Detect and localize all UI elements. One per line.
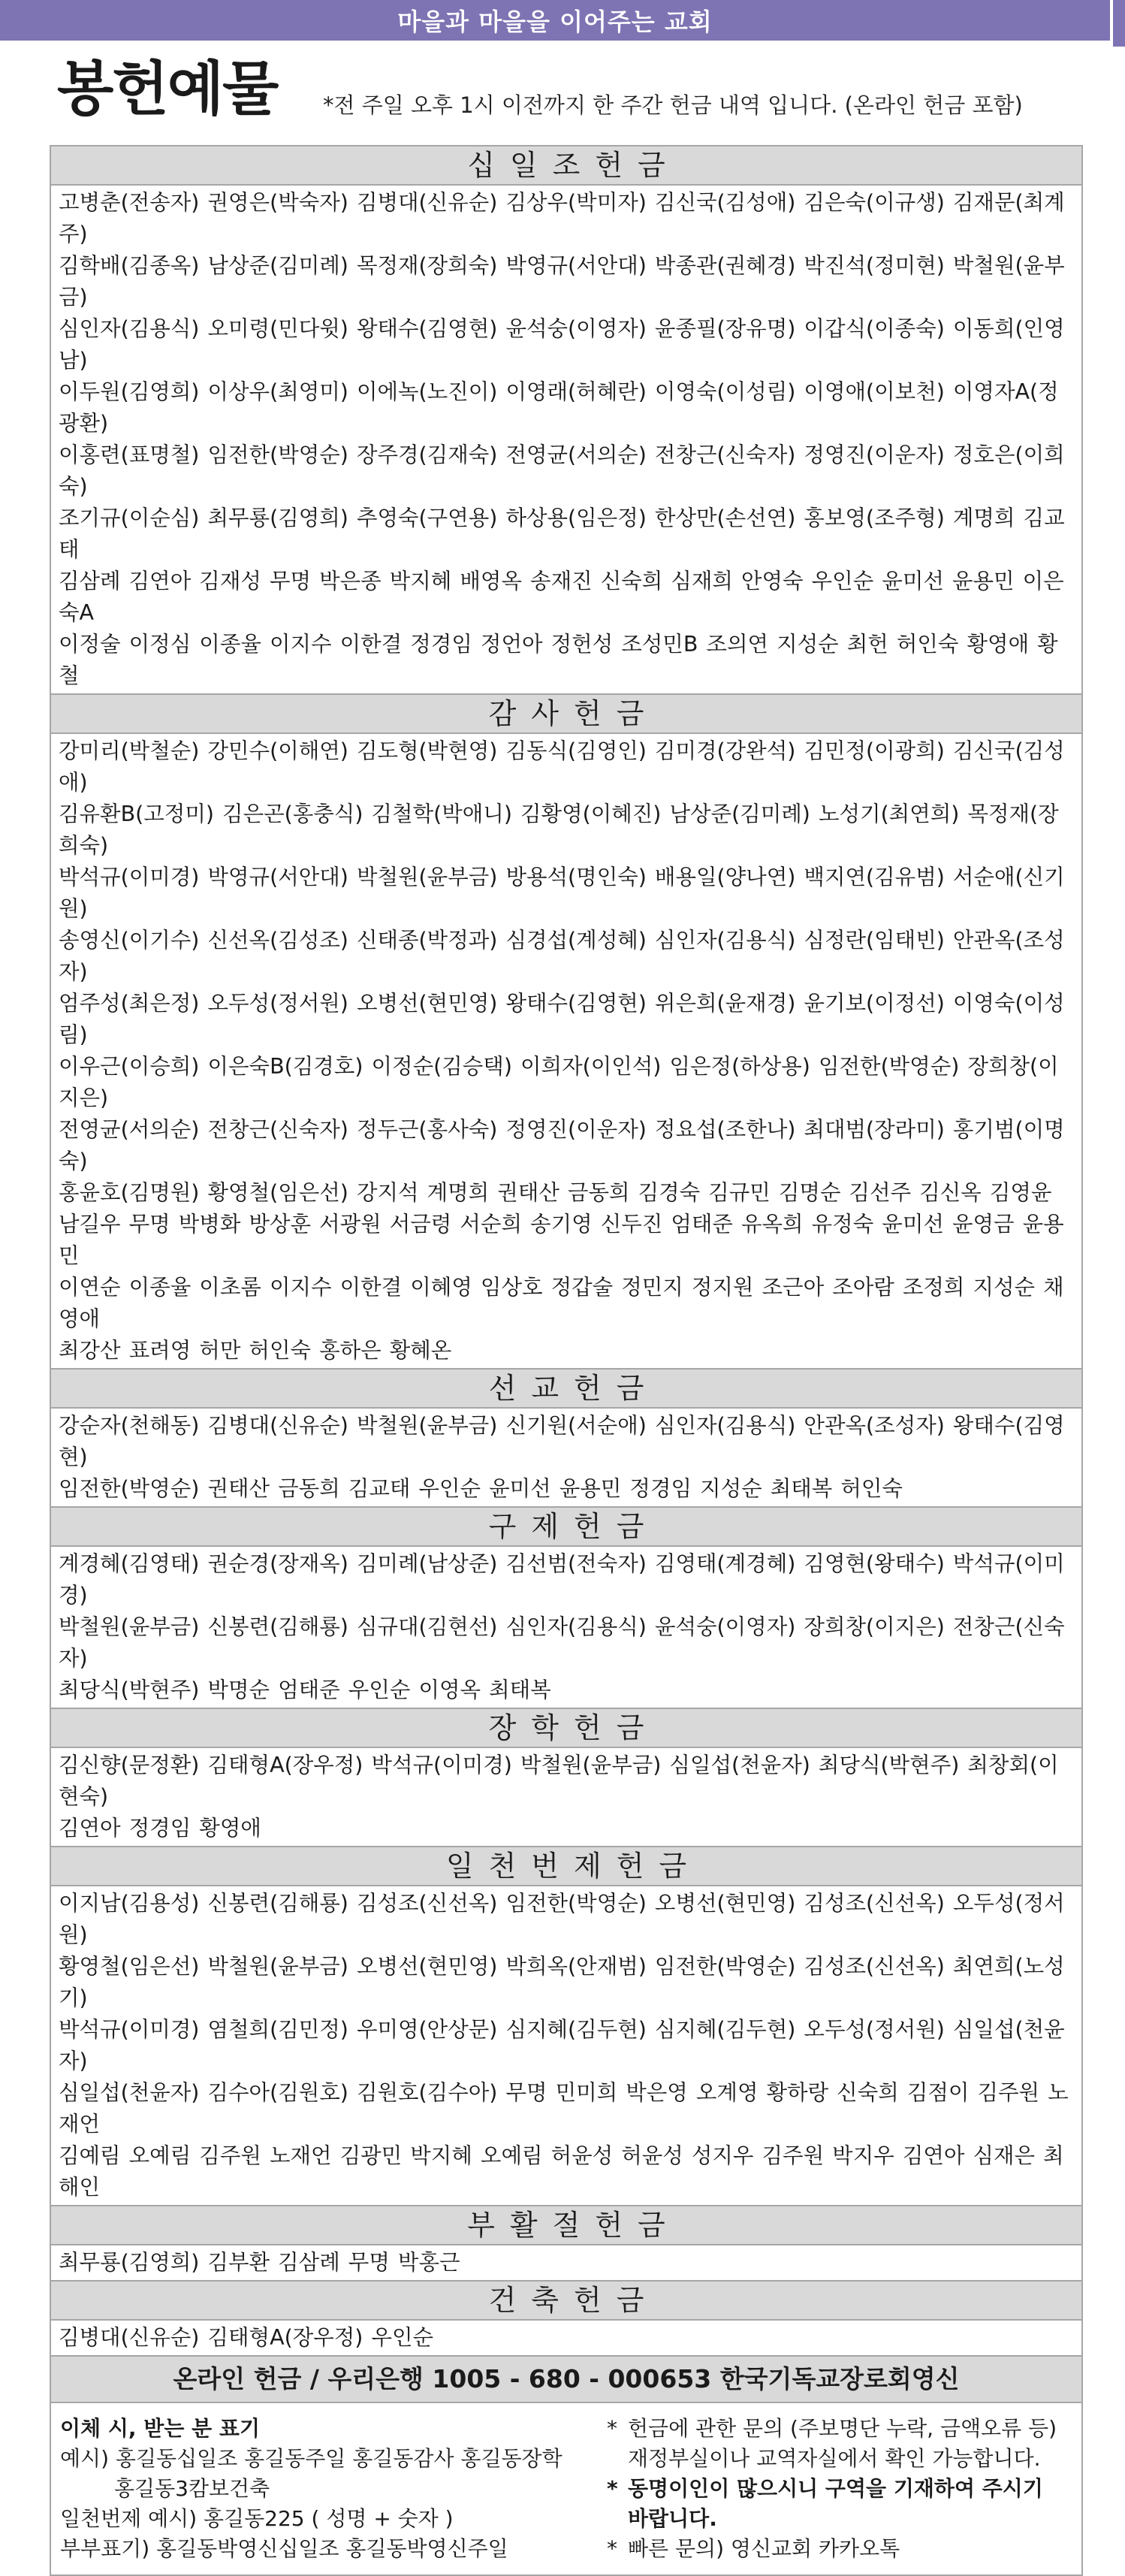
section-heading xyxy=(51,1847,1081,1886)
transfer-example-line: 홍길동3캄보건축 xyxy=(114,2476,270,2501)
page-title: 봉헌예물 xyxy=(57,56,278,123)
name-line: 김예림 오예림 김주원 노재언 김광민 박지혜 오예림 허윤성 허윤성 성지우 김주원 박지우 김연아 심재은 최해인 xyxy=(59,2143,1064,2200)
name-line: 심인자(김용식) 오미령(민다윗) 왕태수(김영현) 윤석숭(이영자) 윤종필(장유명) 이갑식(이종숙) 이동희(인영남) xyxy=(59,316,1065,373)
name-line: 김연아 정경임 황영애 xyxy=(59,1816,261,1841)
inquiry-note-line xyxy=(607,2414,1072,2444)
inquiry-note-text: 바랍니다. xyxy=(628,2506,717,2531)
banner-tab xyxy=(1113,0,1125,47)
inquiry-note-text: 빠른 문의) 영신교회 카카오톡 xyxy=(628,2536,900,2561)
name-line: 남길우 무명 박병화 방상훈 서광원 서금령 서순희 송기영 신두진 엄태준 유옥희 유정숙 윤미선 윤영금 윤용민 xyxy=(59,1212,1064,1268)
name-line: 전영균(서의순) 전창근(신숙자) 정두근(홍사숙) 정영진(이운자) 정요섭(조한나) 최대범(장라미) 홍기범(이명숙) xyxy=(59,1117,1065,1173)
name-line: 강순자(천해동) 김병대(신유순) 박철원(윤부금) 신기원(서순애) 심인자(김용식) 안관옥(조성자) 왕태수(김영현) xyxy=(59,1413,1065,1469)
name-line: 김신향(문정환) 김태형A(장우정) 박석규(이미경) 박철원(윤부금) 심일섭(천윤자) 최당식(박현주) 최창회(이현숙) xyxy=(59,1753,1059,1809)
section-heading-text: 건축헌금 xyxy=(488,2284,659,2317)
transfer-example-line: 일천번제 예시) 홍길동225 ( 성명 + 숫자 ) xyxy=(60,2506,454,2531)
name-line: 엄주성(최은정) 오두성(정서원) 오병선(현민영) 왕태수(김영현) 위은희(윤재경) 윤기보(이정선) 이영숙(이성림) xyxy=(59,991,1065,1047)
asterisk-marker: * xyxy=(607,2416,617,2441)
name-line: 최무룡(김영희) 김부환 김삼례 무명 박홍근 xyxy=(59,2250,460,2275)
name-line: 임전한(박영순) 권태산 금동희 김교태 우인순 윤미선 윤용민 정경임 지성순 최태복 허인숙 xyxy=(59,1476,903,1501)
section-heading xyxy=(51,2282,1081,2321)
name-line: 심일섭(천윤자) 김수아(김원호) 김원호(김수아) 무명 민미희 박은영 오계영 황하랑 신숙희 김점이 김주원 노재언 xyxy=(59,2080,1069,2137)
transfer-notes xyxy=(60,2414,601,2564)
name-line: 계경혜(김영태) 권순경(장재옥) 김미례(남상준) 김선범(전숙자) 김영태(계경혜) 김영현(왕태수) 박석규(이미경) xyxy=(59,1551,1065,1608)
section-names xyxy=(51,2245,1081,2282)
inquiry-note-line xyxy=(607,2474,1072,2504)
section-heading xyxy=(51,146,1081,186)
name-line: 조기규(이순심) 최무룡(김영희) 추영숙(구연용) 하상용(임은정) 한상만(손선연) 홍보영(조주형) 계명희 김교태 xyxy=(59,506,1065,562)
section-names xyxy=(51,1547,1081,1709)
section-heading xyxy=(51,1370,1081,1409)
name-line: 김병대(신유순) 김태형A(장우정) 우인순 xyxy=(59,2325,434,2350)
name-line: 송영신(이기수) 신선옥(김성조) 신태종(박정과) 심경섭(계성혜) 심인자(김용식) 심정란(임태빈) 안관옥(조성자) xyxy=(59,928,1065,984)
section-heading-text: 선교헌금 xyxy=(488,1372,659,1405)
name-line: 이홍련(표명철) 임전한(박영순) 장주경(김재숙) 전영균(서의순) 전창근(신숙자) 정영진(이운자) 정호은(이희숙) xyxy=(59,442,1065,499)
name-line: 이지남(김용성) 신봉련(김해룡) 김성조(신선옥) 임전한(박영순) 오병선(현민영) 김성조(신선옥) 오두성(정서원) xyxy=(59,1891,1065,1947)
online-offering-account: 온라인 헌금 / 우리은행 1005 - 680 - 000653 한국기독교장로회영신 xyxy=(51,2357,1081,2403)
name-line: 박석규(이미경) 박영규(서안대) 박철원(윤부금) 방용석(명인숙) 배용일(양나연) 백지연(김유범) 서순애(신기원) xyxy=(59,865,1065,921)
offering-sections xyxy=(51,146,1081,2357)
name-line: 황영철(임은선) 박철원(윤부금) 오병선(현민영) 박희옥(안재범) 임전한(박영순) 김성조(신선옥) 최연희(노성기) xyxy=(59,1954,1065,2010)
inquiry-note-text: 재정부실이나 교역자실에서 확인 가능합니다. xyxy=(628,2446,1041,2471)
section-heading xyxy=(51,2206,1081,2245)
name-line: 김삼례 김연아 김재성 무명 박은종 박지혜 배영옥 송재진 신숙희 심재희 안영숙 우인순 윤미선 윤용민 이은숙A xyxy=(59,569,1064,625)
inquiry-note-text: 헌금에 관한 문의 (주보명단 누락, 금액오류 등) xyxy=(628,2416,1057,2441)
transfer-example-line: 예시) 홍길동십일조 홍길동주일 홍길동감사 홍길동장학 xyxy=(60,2446,562,2471)
name-line: 김학배(김종옥) 남상준(김미례) 목정재(장희숙) 박영규(서안대) 박종관(권혜경) 박진석(정미현) 박철원(윤부금) xyxy=(59,253,1065,310)
name-line: 강미리(박철순) 강민수(이해연) 김도형(박현영) 김동식(김영인) 김미경(강완석) 김민정(이광희) 김신국(김성애) xyxy=(59,738,1065,795)
section-names xyxy=(51,1409,1081,1508)
name-line: 고병춘(전송자) 권영은(박숙자) 김병대(신유순) 김상우(박미자) 김신국(김성애) 김은숙(이규생) 김재문(최계주) xyxy=(59,190,1065,246)
asterisk-marker: * xyxy=(607,2476,618,2501)
section-names xyxy=(51,1886,1081,2206)
section-heading-text: 감사헌금 xyxy=(488,697,659,730)
name-line: 박철원(윤부금) 신봉련(김해룡) 심규대(김현선) 심인자(김용식) 윤석숭(이영자) 장희창(이지은) 전창근(신숙자) xyxy=(59,1614,1065,1671)
notes-area xyxy=(51,2403,1081,2574)
section-names xyxy=(51,2321,1081,2357)
name-line: 홍윤호(김명원) 황영철(임은선) 강지석 계명희 권태산 금동희 김경숙 김규민 김명순 김선주 김신옥 김영윤 xyxy=(59,1180,1052,1205)
inquiry-notes xyxy=(601,2414,1072,2564)
name-line: 이연순 이종율 이초롬 이지수 이한결 이혜영 임상호 정갑술 정민지 정지원 조근아 조아람 조정희 지성순 채영애 xyxy=(59,1275,1064,1331)
section-heading-text: 십일조헌금 xyxy=(467,149,680,182)
section-names xyxy=(51,734,1081,1370)
transfer-example-line: 부부표기) 홍길동박영신십일조 홍길동박영신주일 xyxy=(60,2536,508,2561)
banner-text: 마을과 마을을 이어주는 교회 xyxy=(397,8,713,36)
inquiry-note-line xyxy=(607,2444,1072,2474)
inquiry-note-line xyxy=(607,2504,1072,2534)
transfer-notes-title: 이체 시, 받는 분 표기 xyxy=(60,2416,261,2441)
name-line: 이우근(이승희) 이은숙B(김경호) 이정순(김승택) 이희자(이인석) 임은정(하상용) 임전한(박영순) 장희창(이지은) xyxy=(59,1054,1059,1110)
section-heading-text: 부활절헌금 xyxy=(467,2209,680,2242)
section-heading xyxy=(51,1508,1081,1547)
section-heading-text: 일천번제헌금 xyxy=(445,1850,702,1883)
section-heading xyxy=(51,1709,1081,1748)
name-line: 최당식(박현주) 박명순 엄태준 우인순 이영옥 최태복 xyxy=(59,1678,551,1702)
asterisk-marker xyxy=(607,2504,628,2534)
name-line: 김유환B(고정미) 김은곤(홍충식) 김철학(박애니) 김황영(이혜진) 남상준(김미례) 노성기(최연희) 목정재(장희숙) xyxy=(59,802,1059,858)
section-names xyxy=(51,1748,1081,1847)
section-heading xyxy=(51,695,1081,734)
inquiry-note-line xyxy=(607,2534,1072,2564)
name-line: 최강산 표려영 허만 허인숙 홍하은 황혜온 xyxy=(59,1338,452,1363)
asterisk-marker: * xyxy=(607,2536,617,2561)
section-heading-text: 구제헌금 xyxy=(488,1510,659,1543)
inquiry-note-text: 동명이인이 많으시니 구역을 기재하여 주시기 xyxy=(628,2476,1043,2501)
name-line: 이정술 이정심 이종율 이지수 이한결 정경임 정언아 정헌성 조성민B 조의연 지성순 최헌 허인숙 황영애 황철 xyxy=(59,632,1058,688)
top-banner xyxy=(0,0,1110,41)
section-names xyxy=(51,186,1081,695)
offering-table xyxy=(50,145,1083,2576)
asterisk-marker xyxy=(607,2444,628,2474)
page-subtitle: *전 주일 오후 1시 이전까지 한 주간 헌금 내역 입니다. (온라인 헌금 포함) xyxy=(323,92,1023,118)
section-heading-text: 장학헌금 xyxy=(488,1711,659,1744)
name-line: 박석규(이미경) 염철희(김민정) 우미영(안상문) 심지혜(김두현) 심지혜(김두현) 오두성(정서원) 심일섭(천윤자) xyxy=(59,2017,1065,2073)
name-line: 이두원(김영희) 이상우(최영미) 이에녹(노진이) 이영래(허혜란) 이영숙(이성림) 이영애(이보천) 이영자A(정광환) xyxy=(59,379,1059,436)
